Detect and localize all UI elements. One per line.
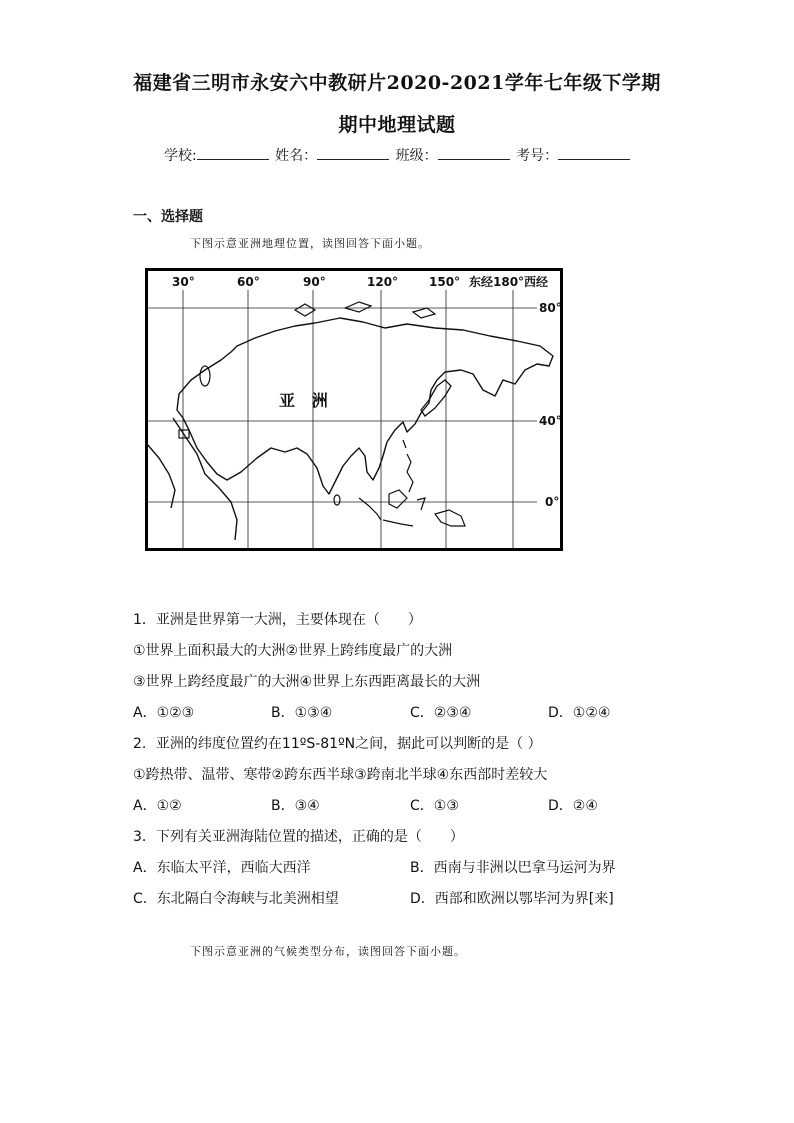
question-2-option-d[interactable]: D．②④	[548, 798, 598, 814]
question-1-option-d[interactable]: D．①②④	[548, 705, 611, 721]
question-1-option-c[interactable]: C．②③④	[410, 705, 472, 721]
question-2-option-c[interactable]: C．①③	[410, 798, 459, 814]
lat-label-40: 40°	[539, 414, 562, 428]
map-frame	[147, 270, 562, 550]
question-2-stem: 2．亚洲的纬度位置约在11ºS-81ºN之间，据此可以判断的是（ ）	[133, 736, 542, 752]
climate-intro-text: 下图示意亚洲的气候类型分布，读图回答下面小题。	[190, 945, 466, 958]
question-1-option-b[interactable]: B．①③④	[271, 705, 333, 721]
question-3-option-b[interactable]: B．西南与非洲以巴拿马运河为界	[410, 860, 616, 876]
exam-number-blank	[558, 145, 630, 160]
question-1-option-a[interactable]: A．①②③	[133, 705, 195, 721]
question-3-stem: 3．下列有关亚洲海陆位置的描述，正确的是（ ）	[133, 829, 464, 845]
exam-number-label: 考号：	[516, 148, 559, 164]
lon-label-60: 60°	[237, 275, 260, 289]
question-2-option-b[interactable]: B．③④	[271, 798, 320, 814]
class-label: 班级：	[395, 148, 438, 164]
question-1-statement-2: ③世界上跨经度最广的大洲④世界上东西距离最长的大洲	[133, 674, 481, 690]
section-title: 一、选择题	[133, 209, 203, 225]
lon-label-120: 120°	[367, 275, 399, 289]
asia-label: 亚 洲	[279, 391, 328, 410]
name-blank	[317, 145, 389, 160]
school-blank	[197, 145, 269, 160]
student-info-row	[164, 145, 632, 165]
lat-label-0: 0°	[545, 495, 560, 509]
question-1-statement-1: ①世界上面积最大的大洲②世界上跨纬度最广的大洲	[133, 643, 453, 659]
lon-label-90: 90°	[303, 275, 326, 289]
exam-title-line2: 期中地理试题	[338, 114, 456, 136]
question-2-statement-1: ①跨热带、温带、寒带②跨东西半球③跨南北半球④东西部时差较大	[133, 767, 548, 783]
lon-label-180: 东经180°西经	[469, 275, 549, 289]
lat-label-80: 80°	[539, 301, 562, 315]
question-1-stem: 1．亚洲是世界第一大洲，主要体现在（ ）	[133, 612, 422, 628]
map-intro-text: 下图示意亚洲地理位置，读图回答下面小题。	[190, 237, 430, 250]
question-3-option-c[interactable]: C．东北隔白令海峡与北美洲相望	[133, 891, 339, 907]
exam-title-line1: 福建省三明市永安六中教研片2020-2021学年七年级下学期	[133, 72, 661, 94]
asia-location-map	[145, 268, 563, 551]
question-3-option-d[interactable]: D．西部和欧洲以鄂毕河为界[来]	[410, 891, 614, 907]
school-label: 学校:	[164, 148, 197, 164]
name-label: 姓名：	[275, 148, 318, 164]
lon-label-30: 30°	[172, 275, 195, 289]
lon-label-150: 150°	[429, 275, 461, 289]
class-blank	[438, 145, 510, 160]
question-2-option-a[interactable]: A．①②	[133, 798, 182, 814]
question-3-option-a[interactable]: A．东临太平洋，西临大西洋	[133, 860, 311, 876]
